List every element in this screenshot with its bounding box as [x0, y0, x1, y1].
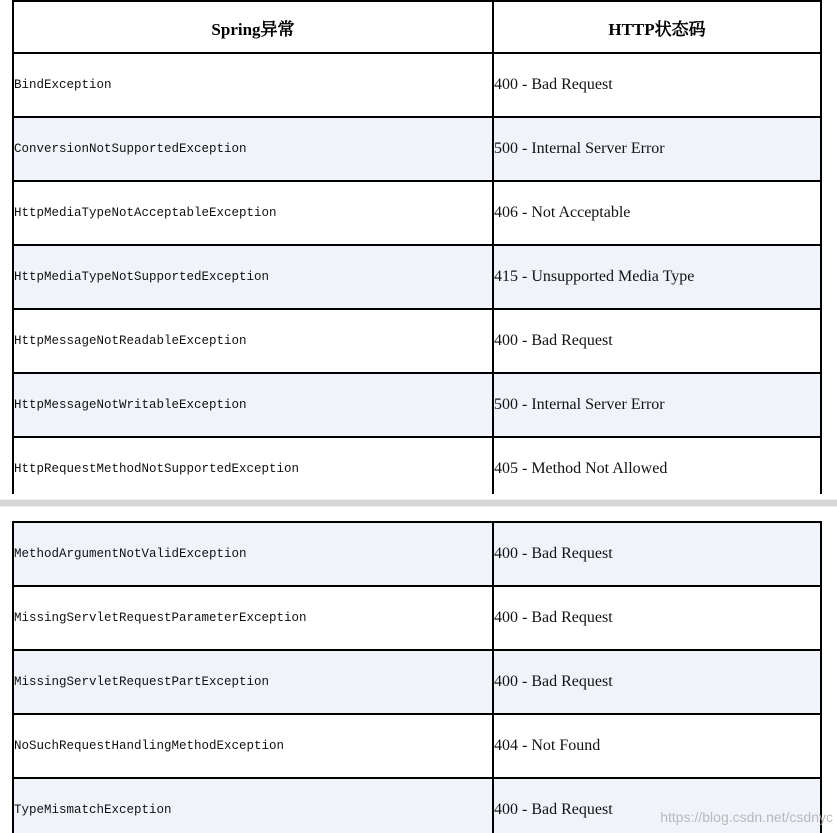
status-code: 400 - Bad Request [493, 650, 821, 714]
status-code: 400 - Bad Request [493, 778, 821, 833]
table-row [13, 181, 821, 245]
table-row [13, 53, 821, 117]
status-code: 406 - Not Acceptable [493, 181, 821, 245]
table-row [13, 437, 821, 494]
table-row [13, 373, 821, 437]
status-code: 405 - Method Not Allowed [493, 437, 821, 494]
table-section-bottom [0, 513, 837, 833]
table-row [13, 650, 821, 714]
page-break-divider [0, 494, 837, 513]
exception-name: TypeMismatchException [13, 778, 493, 833]
table-row [13, 714, 821, 778]
exception-name: MissingServletRequestPartException [13, 650, 493, 714]
table-row [13, 309, 821, 373]
exception-name: HttpMediaTypeNotAcceptableException [13, 181, 493, 245]
status-code: 415 - Unsupported Media Type [493, 245, 821, 309]
header-http-status: HTTP状态码 [493, 1, 821, 53]
status-code: 500 - Internal Server Error [493, 117, 821, 181]
watermark: https://blog.csdn.net/csdnyc [660, 809, 833, 825]
exception-name: MethodArgumentNotValidException [13, 522, 493, 586]
status-code: 404 - Not Found [493, 714, 821, 778]
table-row [13, 117, 821, 181]
table-row [13, 245, 821, 309]
exception-name: BindException [13, 53, 493, 117]
status-code: 400 - Bad Request [493, 53, 821, 117]
status-code: 400 - Bad Request [493, 586, 821, 650]
status-code: 400 - Bad Request [493, 309, 821, 373]
exception-status-table-continued [12, 521, 822, 833]
exception-name: HttpMessageNotWritableException [13, 373, 493, 437]
exception-status-table [12, 0, 822, 494]
status-code: 400 - Bad Request [493, 522, 821, 586]
exception-name: HttpRequestMethodNotSupportedException [13, 437, 493, 494]
table-row [13, 522, 821, 586]
header-spring-exception: Spring异常 [13, 1, 493, 53]
exception-name: HttpMediaTypeNotSupportedException [13, 245, 493, 309]
table-row [13, 586, 821, 650]
header-row [13, 1, 821, 53]
status-code: 500 - Internal Server Error [493, 373, 821, 437]
exception-name: ConversionNotSupportedException [13, 117, 493, 181]
exception-name: NoSuchRequestHandlingMethodException [13, 714, 493, 778]
exception-name: MissingServletRequestParameterException [13, 586, 493, 650]
exception-name: HttpMessageNotReadableException [13, 309, 493, 373]
